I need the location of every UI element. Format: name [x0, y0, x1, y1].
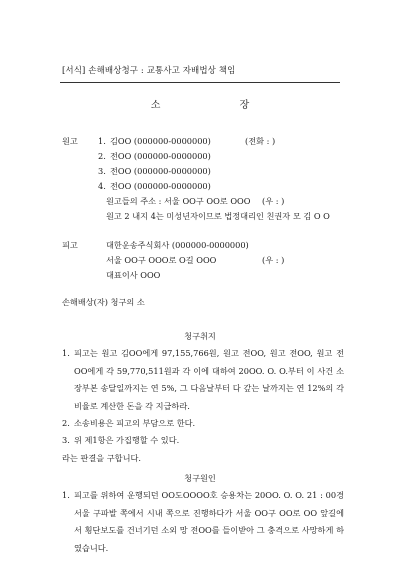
- claim-cause-item-1-num: 1.: [62, 490, 70, 500]
- claim-cause-heading: 청구원인: [184, 473, 216, 483]
- claim-purpose-item-1-text: 피고는 원고 김OO에게 97,155,766원, 원고 전OO, 원고 전OO, 원고 전OO에게 각 59,770,511원과 각 이에 대하여 20OO. O. O.부터 이 사건 소장부본 송달일까지는 연 5%, 그 다음날부터 다 갚는 날까지는 연 12%의 각 비율로 계산한 돈을 각 지급하라.: [74, 348, 344, 411]
- plaintiff-4-name: 전OO (000000-0000000): [110, 181, 211, 191]
- plaintiff-2-name: 전OO (000000-0000000): [110, 151, 211, 161]
- plaintiff-1-name: 김OO (000000-0000000): [110, 136, 211, 146]
- claim-purpose-closing: 라는 판결을 구합니다.: [62, 453, 141, 463]
- claim-purpose-item-3: [62, 432, 344, 450]
- claim-purpose-heading: 청구취지: [184, 331, 216, 341]
- header-divider: [60, 82, 340, 83]
- plaintiff-3-num: 3.: [98, 166, 106, 176]
- defendant-representative: 대표이사 OOO: [106, 270, 161, 280]
- plaintiff-guardian-note: 원고 2 내지 4는 미성년자이므로 법정대리인 친권자 모 김 O O: [106, 211, 330, 221]
- defendant-name: 대한운송주식회사 (000000-0000000): [106, 240, 249, 250]
- plaintiff-address: 원고들의 주소 : 서울 OO구 OO로 OOO: [106, 196, 251, 206]
- claim-purpose-item-2-text: 소송비용은 피고의 부담으로 한다.: [74, 418, 196, 428]
- claim-cause-item-1-text: 피고를 위하여 운행되던 OO도OOOO호 승용차는 20OO. O. O. 21 : 00경 서울 구파발 쪽에서 시내 쪽으로 진행하다가 서울 OO구 OO로 OO 앞길에서 횡단보도를 건너기던 소외 망 전OO를 들이받아 그 충격으로 사망하게 하였습니다.: [74, 490, 344, 553]
- plaintiff-3-name: 전OO (000000-0000000): [110, 166, 211, 176]
- plaintiff-2-num: 2.: [98, 151, 106, 161]
- plaintiff-4-num: 4.: [98, 181, 106, 191]
- document-title: 소 장: [150, 100, 288, 111]
- claim-purpose-item-3-num: 3.: [62, 435, 70, 445]
- claim-purpose-item-1: [62, 345, 344, 415]
- defendant-address: 서울 OO구 OOO로 O길 OOO: [106, 255, 217, 265]
- claim-purpose-item-2: [62, 415, 344, 433]
- claim-purpose-item-2-num: 2.: [62, 418, 70, 428]
- claim-purpose-item-1-num: 1.: [62, 348, 70, 358]
- document-header: [서식] 손해배상청구 : 교통사고 자배법상 책임: [62, 66, 236, 76]
- plaintiff-label: 원고: [62, 136, 78, 146]
- plaintiff-1-phone: (전화 : ): [245, 136, 276, 146]
- case-title: 손해배상(자) 청구의 소: [62, 297, 145, 307]
- plaintiff-1-num: 1.: [98, 136, 106, 146]
- defendant-postal: (우 : ): [262, 255, 285, 265]
- defendant-label: 피고: [62, 240, 78, 250]
- plaintiff-postal: (우 : ): [262, 196, 285, 206]
- claim-purpose-item-3-text: 위 제1항은 가집행할 수 있다.: [74, 435, 180, 445]
- claim-cause-item-1: [62, 487, 344, 557]
